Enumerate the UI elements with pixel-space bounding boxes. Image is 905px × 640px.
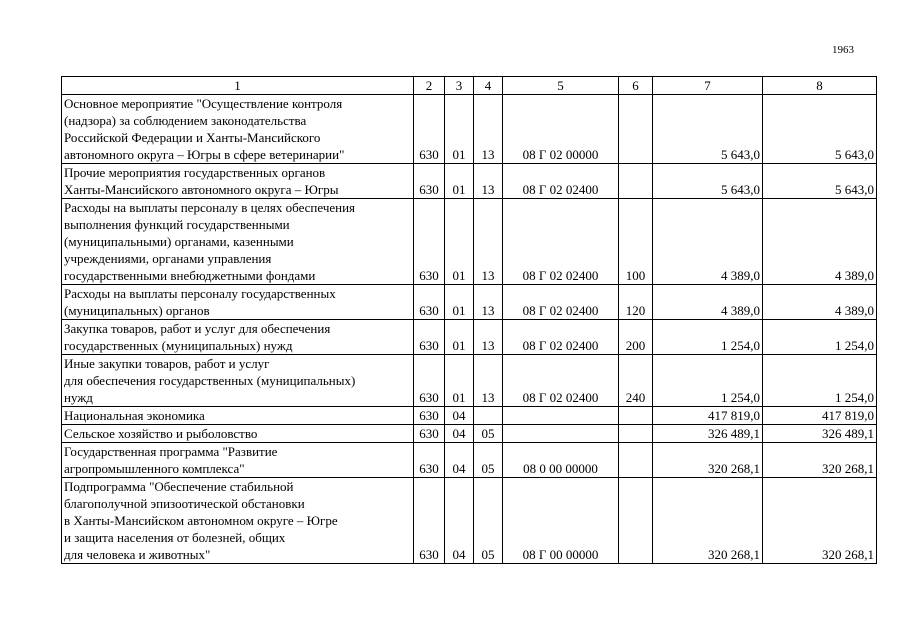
row-amount-1: 320 268,1 (653, 443, 763, 478)
row-target-code (503, 425, 619, 443)
row-expense-type: 100 (619, 199, 653, 285)
table-row (62, 199, 877, 285)
row-subsection-code (474, 407, 503, 425)
row-section-code: 04 (445, 478, 474, 564)
row-target-code: 08 Г 02 02400 (503, 320, 619, 355)
row-section-code: 01 (445, 199, 474, 285)
page-number: 1963 (832, 44, 854, 56)
row-admin-code: 630 (414, 425, 445, 443)
row-name: Национальная экономика (62, 407, 414, 425)
row-section-code: 01 (445, 355, 474, 407)
row-subsection-code: 13 (474, 320, 503, 355)
header-row (62, 77, 877, 95)
row-admin-code: 630 (414, 320, 445, 355)
row-admin-code: 630 (414, 355, 445, 407)
row-admin-code: 630 (414, 407, 445, 425)
row-amount-1: 5 643,0 (653, 95, 763, 164)
row-subsection-code: 13 (474, 95, 503, 164)
row-subsection-code: 13 (474, 164, 503, 199)
row-admin-code: 630 (414, 95, 445, 164)
row-amount-1: 5 643,0 (653, 164, 763, 199)
table-row (62, 285, 877, 320)
row-admin-code: 630 (414, 164, 445, 199)
row-name: Иные закупки товаров, работ и услуг для обеспечения государственных (муниципальных) нужд (62, 355, 414, 407)
row-amount-1: 4 389,0 (653, 285, 763, 320)
row-amount-2: 4 389,0 (763, 285, 877, 320)
row-expense-type (619, 478, 653, 564)
row-amount-1: 417 819,0 (653, 407, 763, 425)
row-amount-2: 417 819,0 (763, 407, 877, 425)
row-section-code: 04 (445, 443, 474, 478)
row-target-code: 08 Г 02 02400 (503, 285, 619, 320)
row-subsection-code: 05 (474, 443, 503, 478)
row-name: Подпрограмма "Обеспечение стабильной благополучной эпизоотической обстановки в Ханты-Мансийском автономном округе – Югре и защита населения от болезней, общих для человека и животных" (62, 478, 414, 564)
row-section-code: 04 (445, 425, 474, 443)
row-expense-type (619, 164, 653, 199)
row-amount-2: 5 643,0 (763, 164, 877, 199)
row-amount-2: 320 268,1 (763, 478, 877, 564)
table-row (62, 407, 877, 425)
row-amount-2: 320 268,1 (763, 443, 877, 478)
row-expense-type: 240 (619, 355, 653, 407)
row-amount-2: 4 389,0 (763, 199, 877, 285)
row-amount-1: 326 489,1 (653, 425, 763, 443)
table-row (62, 478, 877, 564)
row-amount-2: 5 643,0 (763, 95, 877, 164)
row-expense-type (619, 407, 653, 425)
row-amount-2: 1 254,0 (763, 355, 877, 407)
row-admin-code: 630 (414, 478, 445, 564)
row-name: Прочие мероприятия государственных органов Ханты-Мансийского автономного округа – Югры (62, 164, 414, 199)
table-row (62, 320, 877, 355)
row-section-code: 01 (445, 320, 474, 355)
budget-table (61, 76, 877, 564)
row-expense-type: 120 (619, 285, 653, 320)
table-row (62, 425, 877, 443)
row-name: Основное мероприятие "Осуществление контроля (надзора) за соблюдением законодательства Российской Федерации и Ханты-Мансийского автономного округа – Югры в сфере ветеринарии" (62, 95, 414, 164)
row-subsection-code: 05 (474, 478, 503, 564)
row-section-code: 01 (445, 164, 474, 199)
row-section-code: 01 (445, 285, 474, 320)
column-header-4: 4 (474, 77, 503, 95)
table-row (62, 95, 877, 164)
row-name: Расходы на выплаты персоналу государственных (муниципальных) органов (62, 285, 414, 320)
row-target-code: 08 Г 02 00000 (503, 95, 619, 164)
row-amount-1: 320 268,1 (653, 478, 763, 564)
row-amount-1: 4 389,0 (653, 199, 763, 285)
row-admin-code: 630 (414, 199, 445, 285)
row-expense-type (619, 425, 653, 443)
row-section-code: 01 (445, 95, 474, 164)
row-admin-code: 630 (414, 285, 445, 320)
column-header-7: 7 (653, 77, 763, 95)
row-subsection-code: 13 (474, 355, 503, 407)
row-target-code: 08 Г 00 00000 (503, 478, 619, 564)
table-row (62, 164, 877, 199)
row-amount-1: 1 254,0 (653, 320, 763, 355)
row-expense-type: 200 (619, 320, 653, 355)
row-name: Закупка товаров, работ и услуг для обеспечения государственных (муниципальных) нужд (62, 320, 414, 355)
column-header-3: 3 (445, 77, 474, 95)
column-header-1: 1 (62, 77, 414, 95)
row-amount-2: 326 489,1 (763, 425, 877, 443)
column-header-2: 2 (414, 77, 445, 95)
row-amount-2: 1 254,0 (763, 320, 877, 355)
row-target-code: 08 0 00 00000 (503, 443, 619, 478)
row-admin-code: 630 (414, 443, 445, 478)
column-header-8: 8 (763, 77, 877, 95)
row-name: Государственная программа "Развитие агропромышленного комплекса" (62, 443, 414, 478)
row-target-code (503, 407, 619, 425)
row-subsection-code: 13 (474, 199, 503, 285)
row-expense-type (619, 95, 653, 164)
row-expense-type (619, 443, 653, 478)
row-section-code: 04 (445, 407, 474, 425)
row-name: Расходы на выплаты персоналу в целях обеспечения выполнения функций государственными (муниципальными) органами, казенными учреждениями, органами управления государственными внебюджетными фондами (62, 199, 414, 285)
row-target-code: 08 Г 02 02400 (503, 199, 619, 285)
column-header-6: 6 (619, 77, 653, 95)
table-row (62, 443, 877, 478)
row-name: Сельское хозяйство и рыболовство (62, 425, 414, 443)
table-row (62, 355, 877, 407)
column-header-5: 5 (503, 77, 619, 95)
row-target-code: 08 Г 02 02400 (503, 355, 619, 407)
row-subsection-code: 05 (474, 425, 503, 443)
row-subsection-code: 13 (474, 285, 503, 320)
row-target-code: 08 Г 02 02400 (503, 164, 619, 199)
row-amount-1: 1 254,0 (653, 355, 763, 407)
